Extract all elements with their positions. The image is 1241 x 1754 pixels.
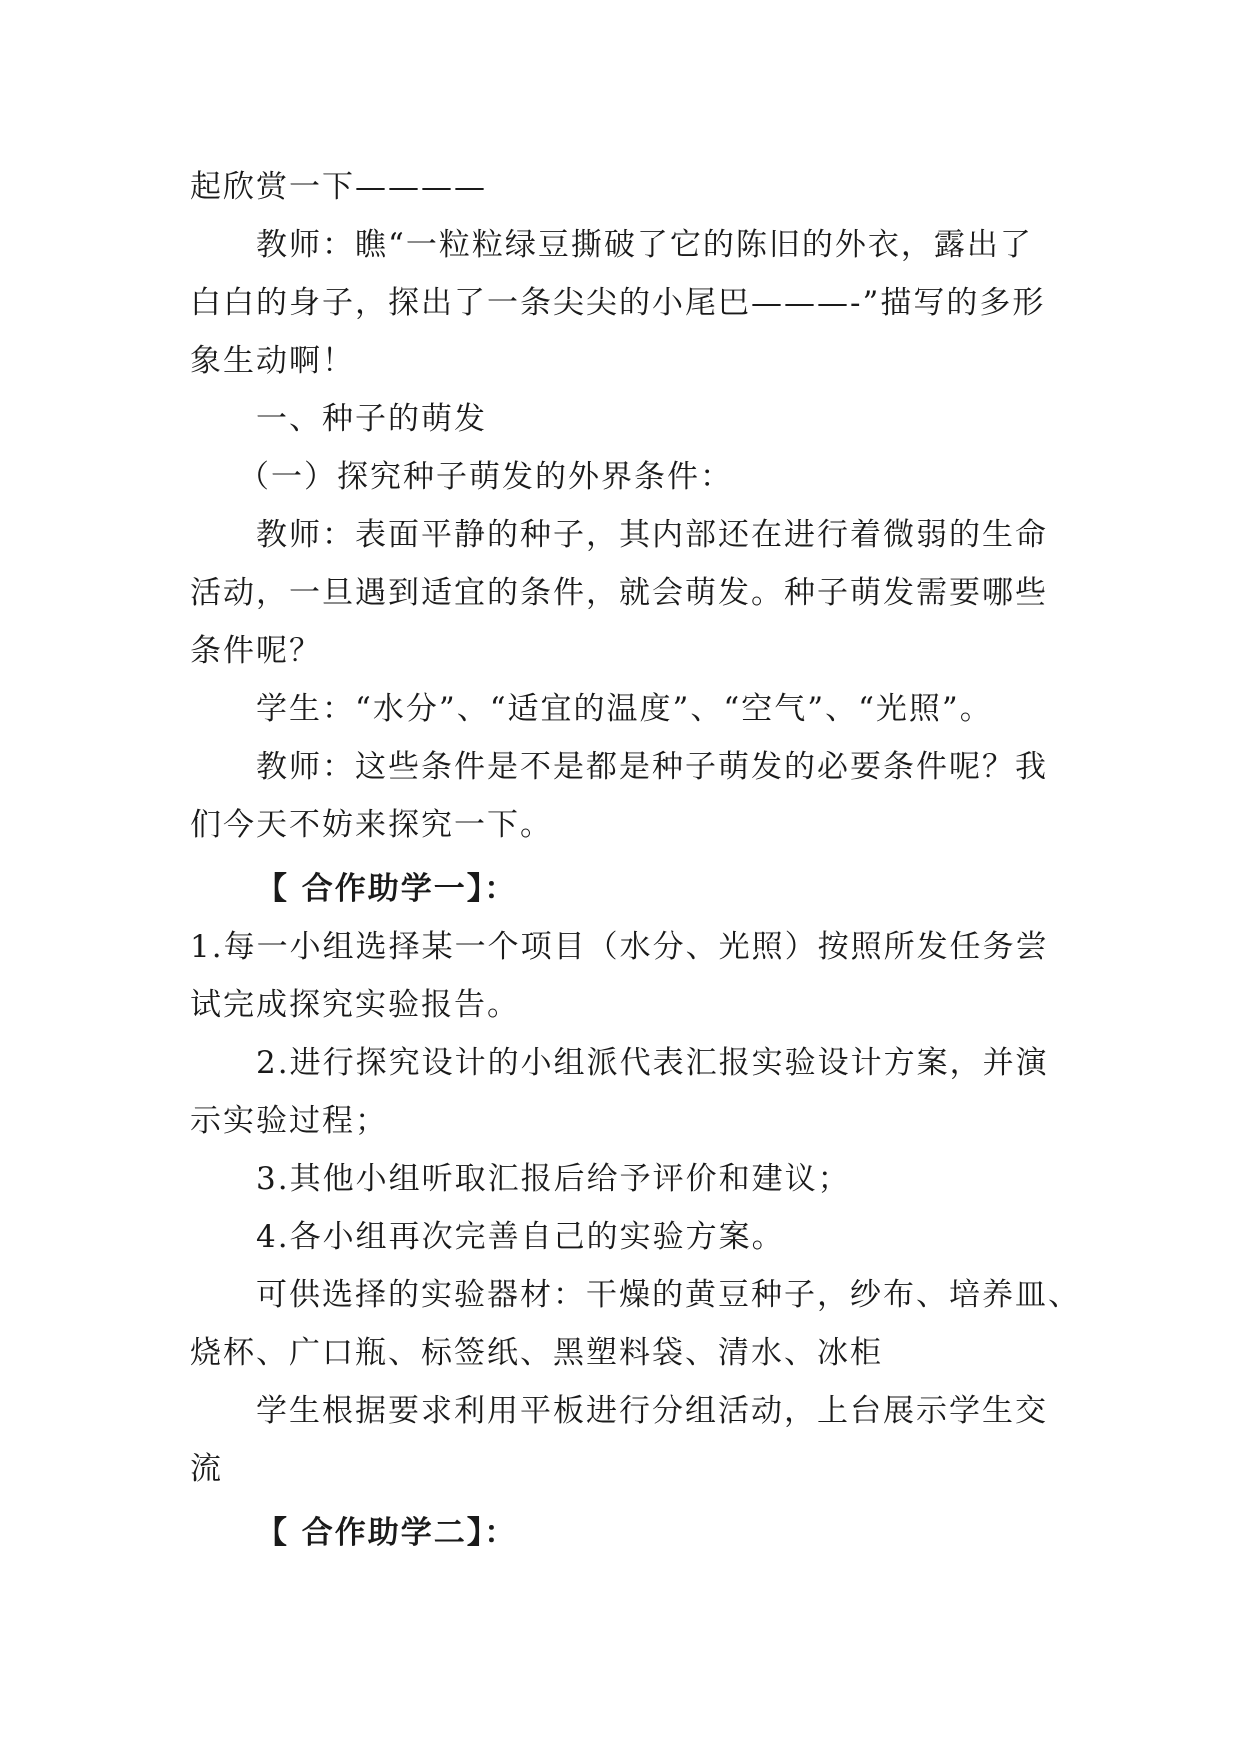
- text-line: 象生动啊！: [190, 343, 355, 379]
- text-line: 教师：表面平静的种子，其内部还在进行着微弱的生命: [256, 517, 1048, 553]
- text-line: 们今天不妨来探究一下。: [190, 807, 553, 843]
- text-line: 教师：瞧“一粒粒绿豆撕破了它的陈旧的外衣，露出了: [256, 227, 1033, 263]
- text-line: 条件呢？: [190, 633, 322, 669]
- text-line: 可供选择的实验器材：干燥的黄豆种子，纱布、培养皿、: [256, 1277, 1081, 1313]
- text-line: 示实验过程；: [190, 1103, 388, 1139]
- text-line: 流: [190, 1451, 223, 1487]
- text-line: 起欣赏一下————: [190, 169, 487, 205]
- text-line: 白白的身子，探出了一条尖尖的小尾巴———-”描写的多形: [190, 285, 1046, 321]
- list-item: 4.各小组再次完善自己的实验方案。: [256, 1219, 785, 1255]
- list-item: 3.其他小组听取汇报后给予评价和建议；: [256, 1161, 851, 1197]
- subsection-heading: （一）探究种子萌发的外界条件：: [238, 459, 733, 495]
- activity-heading: 【 合作助学二】：: [256, 1515, 518, 1551]
- text-line: 活动，一旦遇到适宜的条件，就会萌发。种子萌发需要哪些: [190, 575, 1048, 611]
- text-line: 试完成探究实验报告。: [190, 987, 520, 1023]
- text-line: 烧杯、广口瓶、标签纸、黑塑料袋、清水、冰柜: [190, 1335, 883, 1371]
- text-line: 学生根据要求利用平板进行分组活动，上台展示学生交: [256, 1393, 1048, 1429]
- list-item: 2.进行探究设计的小组派代表汇报实验设计方案，并演: [256, 1045, 1049, 1081]
- list-item: 1.每一小组选择某一个项目（水分、光照）按照所发任务尝: [190, 929, 1049, 965]
- text-line: 学生：“水分”、“适宜的温度”、“空气”、“光照”。: [256, 691, 993, 727]
- document-body: [190, 158, 1081, 1562]
- text-line: 教师：这些条件是不是都是种子萌发的必要条件呢？我: [256, 749, 1048, 785]
- activity-heading: 【 合作助学一】：: [256, 871, 518, 907]
- section-heading: 一、种子的萌发: [256, 401, 487, 437]
